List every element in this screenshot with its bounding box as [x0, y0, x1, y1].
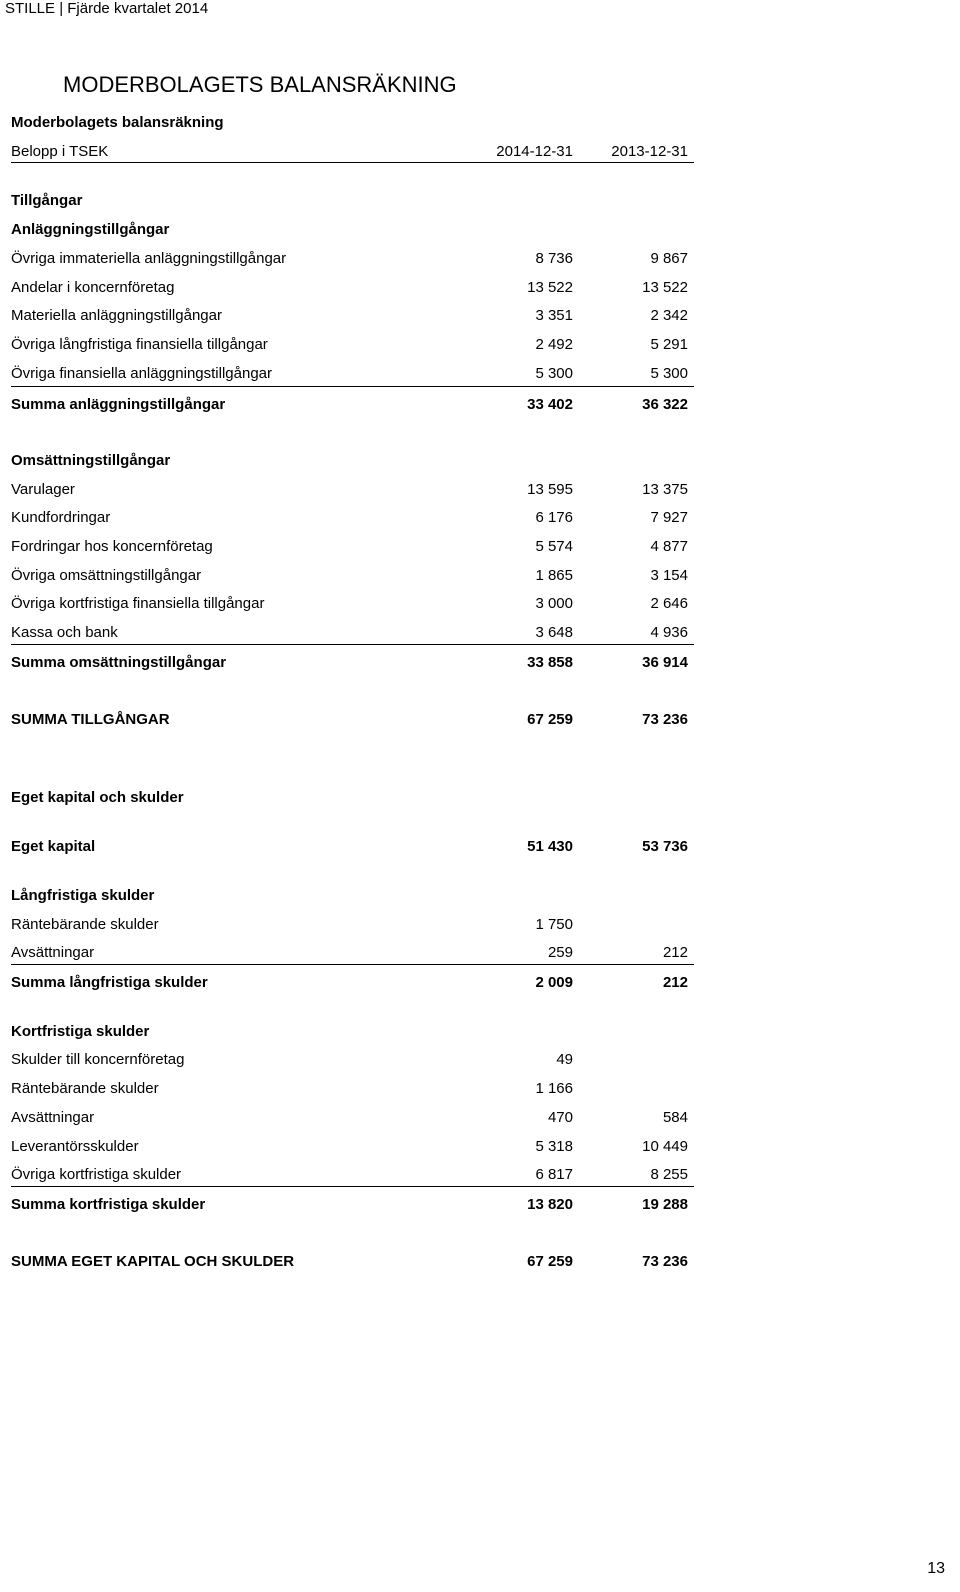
- row-label: Övriga långfristiga finansiella tillgångar: [11, 336, 268, 353]
- row-value-2014: 13 595: [527, 481, 573, 498]
- section-heading-eget-kapital: [11, 787, 694, 809]
- row-label: Övriga omsättningstillgångar: [11, 567, 202, 584]
- row-value-2014: 13 820: [527, 1196, 573, 1213]
- table-row: [11, 536, 694, 558]
- sum-row: [11, 652, 694, 674]
- row-label: SUMMA EGET KAPITAL OCH SKULDER: [11, 1253, 295, 1270]
- row-value-2013: 36 322: [642, 396, 688, 413]
- row-value-2013: 212: [662, 974, 688, 991]
- row-value-2013: 2 646: [650, 595, 688, 612]
- table-subtitle: [11, 112, 694, 134]
- row-value-2013: 7 927: [650, 509, 688, 526]
- unit-label: Belopp i TSEK: [11, 143, 109, 160]
- page-title: MODERBOLAGETS BALANSRÄKNING: [63, 72, 457, 97]
- row-value-2014: 6 817: [535, 1166, 573, 1183]
- row-label: Andelar i koncernföretag: [11, 279, 175, 296]
- row-value-2014: 470: [547, 1109, 573, 1126]
- row-value-2013: 10 449: [642, 1138, 688, 1155]
- group-heading-text: Omsättningstillgångar: [11, 452, 171, 469]
- row-value-2014: 1 750: [535, 916, 573, 933]
- row-label: Summa kortfristiga skulder: [11, 1196, 206, 1213]
- table-row: [11, 507, 694, 529]
- row-label: Fordringar hos koncernföretag: [11, 538, 213, 555]
- row-value-2014: 2 009: [535, 974, 573, 991]
- row-value-2014: 1 865: [535, 567, 573, 584]
- row-value-2014: 259: [547, 944, 573, 961]
- row-label: Räntebärande skulder: [11, 916, 159, 933]
- sum-row: [11, 972, 694, 994]
- row-label: Kassa och bank: [11, 624, 118, 641]
- row-label: Övriga kortfristiga skulder: [11, 1166, 182, 1183]
- row-value-2013: 9 867: [650, 250, 688, 267]
- group-heading-text: Kortfristiga skulder: [11, 1023, 150, 1040]
- row-value-2014: 3 351: [535, 307, 573, 324]
- page-number: 13: [927, 1560, 945, 1577]
- table-row: [11, 479, 694, 501]
- row-label: Leverantörsskulder: [11, 1138, 139, 1155]
- row-label: Avsättningar: [11, 1109, 95, 1126]
- row-value-2013: 73 236: [642, 711, 688, 728]
- row-value-2014: 5 574: [535, 538, 573, 555]
- row-label: Avsättningar: [11, 944, 95, 961]
- column-header-2014: 2014-12-31: [496, 143, 573, 160]
- sum-rule: [11, 1186, 694, 1187]
- column-header-2013: 2013-12-31: [611, 143, 688, 160]
- table-row: [11, 1136, 694, 1158]
- table-row: [11, 1049, 694, 1071]
- group-heading-text: Långfristiga skulder: [11, 887, 155, 904]
- row-label: Materiella anläggningstillgångar: [11, 307, 222, 324]
- table-row: [11, 305, 694, 327]
- sum-row: [11, 394, 694, 416]
- sum-rule: [11, 644, 694, 645]
- row-value-2013: 2 342: [650, 307, 688, 324]
- row-label: SUMMA TILLGÅNGAR: [11, 711, 170, 728]
- row-label: Övriga immateriella anläggningstillgångar: [11, 250, 287, 267]
- group-heading-langfristiga: [11, 885, 694, 907]
- row-value-2014: 49: [556, 1051, 573, 1068]
- table-row: [11, 1164, 694, 1186]
- row-label: Summa omsättningstillgångar: [11, 654, 227, 671]
- section-heading-tillgangar: [11, 190, 694, 212]
- row-value-2013: 19 288: [642, 1196, 688, 1213]
- total-row: [11, 709, 694, 731]
- row-value-2014: 51 430: [527, 838, 573, 855]
- group-heading-kortfristiga: [11, 1021, 694, 1043]
- row-value-2013: 13 375: [642, 481, 688, 498]
- sum-rule: [11, 386, 694, 387]
- running-header: STILLE | Fjärde kvartalet 2014: [5, 0, 209, 17]
- row-value-2014: 8 736: [535, 250, 573, 267]
- row-value-2013: 36 914: [642, 654, 688, 671]
- row-value-2013: 13 522: [642, 279, 688, 296]
- table-row: [11, 565, 694, 587]
- row-value-2013: 4 877: [650, 538, 688, 555]
- row-value-2013: 8 255: [650, 1166, 688, 1183]
- table-row: [11, 942, 694, 964]
- row-label: Varulager: [11, 481, 75, 498]
- row-label: Summa långfristiga skulder: [11, 974, 208, 991]
- group-heading-omsattning: [11, 450, 694, 472]
- section-heading-text: Tillgångar: [11, 192, 83, 209]
- table-row: [11, 277, 694, 299]
- row-label: Övriga kortfristiga finansiella tillgångar: [11, 595, 265, 612]
- sum-rule: [11, 964, 694, 965]
- row-value-2014: 6 176: [535, 509, 573, 526]
- row-label: Summa anläggningstillgångar: [11, 396, 226, 413]
- table-row: [11, 248, 694, 270]
- table-row: [11, 334, 694, 356]
- section-heading-text: Eget kapital och skulder: [11, 789, 184, 806]
- row-value-2014: 2 492: [535, 336, 573, 353]
- row-value-2014: 5 318: [535, 1138, 573, 1155]
- row-label: Skulder till koncernföretag: [11, 1051, 185, 1068]
- subtitle-text: Moderbolagets balansräkning: [11, 114, 224, 131]
- table-row: [11, 363, 694, 385]
- row-value-2013: 73 236: [642, 1253, 688, 1270]
- row-value-2014: 3 000: [535, 595, 573, 612]
- total-row: [11, 1251, 694, 1273]
- row-value-2013: 5 291: [650, 336, 688, 353]
- row-value-2014: 33 402: [527, 396, 573, 413]
- table-row: [11, 914, 694, 936]
- row-value-2014: 13 522: [527, 279, 573, 296]
- group-heading-anlaggning: [11, 219, 694, 241]
- table-row: [11, 1107, 694, 1129]
- row-value-2013: 4 936: [650, 624, 688, 641]
- row-value-2014: 3 648: [535, 624, 573, 641]
- sum-row: [11, 836, 694, 858]
- group-heading-text: Anläggningstillgångar: [11, 221, 170, 238]
- row-value-2013: 5 300: [650, 365, 688, 382]
- row-value-2014: 1 166: [535, 1080, 573, 1097]
- row-value-2014: 67 259: [527, 711, 573, 728]
- header-rule: [11, 162, 694, 163]
- row-label: Räntebärande skulder: [11, 1080, 159, 1097]
- row-value-2013: 212: [662, 944, 688, 961]
- row-value-2014: 67 259: [527, 1253, 573, 1270]
- row-label: Eget kapital: [11, 838, 96, 855]
- row-label: Övriga finansiella anläggningstillgångar: [11, 365, 272, 382]
- row-value-2013: 3 154: [650, 567, 688, 584]
- sum-row: [11, 1194, 694, 1216]
- table-row: [11, 622, 694, 644]
- row-label: Kundfordringar: [11, 509, 111, 526]
- row-value-2013: 584: [662, 1109, 688, 1126]
- table-row: [11, 593, 694, 615]
- row-value-2013: 53 736: [642, 838, 688, 855]
- row-value-2014: 5 300: [535, 365, 573, 382]
- row-value-2014: 33 858: [527, 654, 573, 671]
- table-row: [11, 1078, 694, 1100]
- column-header-row: [11, 141, 694, 163]
